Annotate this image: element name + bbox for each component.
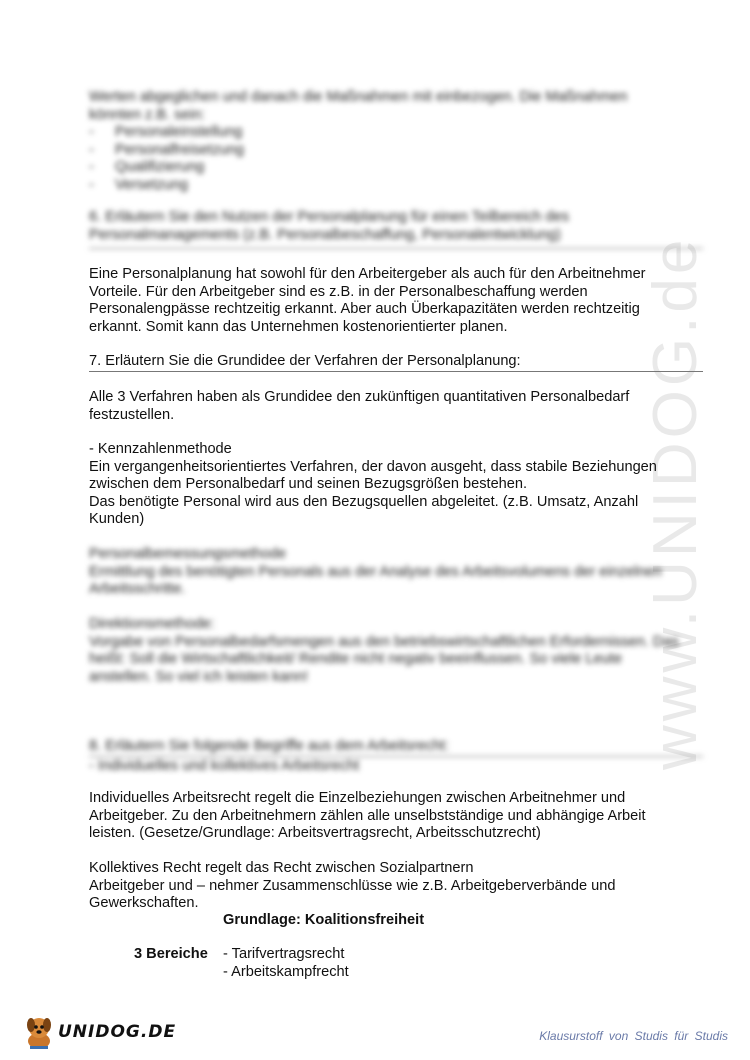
text-line: 6. Erläutern Sie den Nutzen der Personalplanung für einen Teilbereich des <box>89 209 570 225</box>
text-line: Individuelles Arbeitsrecht regelt die Einzelbeziehungen zwischen Arbeitnehmer und <box>89 790 626 806</box>
text-line: zwischen dem Personalbedarf und seinen Bezugsgrößen bestehen. <box>89 476 528 493</box>
text-line: Alle 3 Verfahren haben als Grundidee den zukünftigen quantitativen Personalbedarf <box>89 389 630 405</box>
text-line: Kollektives Recht regelt das Recht zwischen Sozialpartnern <box>89 860 474 876</box>
list-item: - Personaleinstellung <box>89 124 243 141</box>
text-line: 8. Erläutern Sie folgende Begriffe aus dem Arbeitsrecht: <box>89 738 449 754</box>
text-line: Arbeitsschritte. <box>89 581 186 598</box>
text-line: festzustellen. <box>89 406 175 423</box>
text-line: Personalmanagements (z.B. Personalbeschaffung, Personalentwicklung) <box>89 226 561 243</box>
text-line: Personalbemessungsmethode <box>89 546 287 562</box>
direktionsmethode-section <box>89 616 699 686</box>
blurred-intro-paragraph <box>89 89 699 195</box>
text-line: könnten z.B. sein: <box>89 106 206 123</box>
bereiche-list <box>223 946 349 981</box>
text-line: Vorgabe von Personalbedarfsmengen aus den betriebswirtschaftlichen Erfordernissen. Das <box>89 633 679 650</box>
text-line: Das benötigte Personal wird aus den Bezugsquellen abgeleitet. (z.B. Umsatz, Anzahl <box>89 493 639 510</box>
text-line: heißt: Soll die Wirtschaftlichkeit/ Rendite nicht negativ beeinflussen. So viele Leute <box>89 651 622 668</box>
kennzahlenmethode-section <box>89 441 699 529</box>
text-line: Vorteile. Für den Arbeitgeber sind es z.B. in der Personalbeschaffung werden <box>89 283 588 300</box>
answer-8-individual <box>89 790 699 843</box>
question-7-divider <box>89 371 703 372</box>
text-line: Werten abgeglichen und danach die Maßnahmen mit einbezogen. Die Maßnahmen <box>89 89 628 105</box>
question-7 <box>89 353 699 371</box>
question-8 <box>89 738 699 756</box>
question-6-divider <box>89 248 703 249</box>
text-line: anstellen. So viel ich leisten kann! <box>89 668 309 685</box>
list-item: - Arbeitskampfrecht <box>223 963 349 980</box>
list-item: - Tarifvertragsrecht <box>223 946 345 962</box>
answer-8-collective <box>89 860 699 913</box>
question-6 <box>89 209 699 244</box>
text-line: leisten. (Gesetze/Grundlage: Arbeitsvertragsrecht, Arbeitsschutzrecht) <box>89 825 541 842</box>
answer-6-paragraph <box>89 266 699 336</box>
grundlage-heading: Grundlage: Koalitionsfreiheit <box>223 912 425 928</box>
text-line: Ermittlung des benötigten Personals aus der Analyse des Arbeitsvolumens der einzelnen <box>89 563 662 580</box>
list-item: - Personalfreisetzung <box>89 141 244 158</box>
text-line: Kunden) <box>89 511 145 528</box>
text-line: Gewerkschaften. <box>89 895 199 912</box>
dog-mascot-icon <box>22 1013 56 1051</box>
text-line: erkannt. Somit kann das Unternehmen kostenorientierter planen. <box>89 318 508 335</box>
text-line: - Kennzahlenmethode <box>89 441 232 457</box>
footer-tagline: Klausurstoff von Studis für Studis <box>539 1029 728 1043</box>
text-line: Ein vergangenheitsorientiertes Verfahren, der davon ausgeht, dass stabile Beziehungen <box>89 458 657 475</box>
text-line: Arbeitgeber und – nehmer Zusammenschlüsse wie z.B. Arbeitgeberverbände und <box>89 877 616 894</box>
answer-7-intro <box>89 389 699 424</box>
logo-text: UNIDOG.DE <box>58 1022 177 1042</box>
list-item: - Qualifizierung <box>89 159 205 176</box>
text-line: Arbeitgeber. Zu den Arbeitnehmern zählen alle unselbstständige und abhängige Arbeit <box>89 807 646 824</box>
text-line: Direktionsmethode: <box>89 616 215 632</box>
text-line: 7. Erläutern Sie die Grundidee der Verfahren der Personalplanung: <box>89 353 521 369</box>
text-line: - Individuelles und kollektives Arbeitsrecht <box>89 758 360 774</box>
unidog-logo[interactable] <box>22 1012 176 1052</box>
personalbemessung-section <box>89 546 699 599</box>
list-item: - Versetzung <box>89 176 189 193</box>
bereiche-label: 3 Bereiche <box>134 946 208 962</box>
text-line: Eine Personalplanung hat sowohl für den Arbeitergeber als auch für den Arbeitnehmer <box>89 266 646 282</box>
question-8-subtitle <box>89 758 699 776</box>
watermark: www.UNIDOG.de <box>641 235 710 770</box>
question-8-divider <box>89 756 703 757</box>
text-line: Personalengpässe rechtzeitig erkannt. Aber auch Überkapazitäten werden rechtzeitig <box>89 301 640 318</box>
